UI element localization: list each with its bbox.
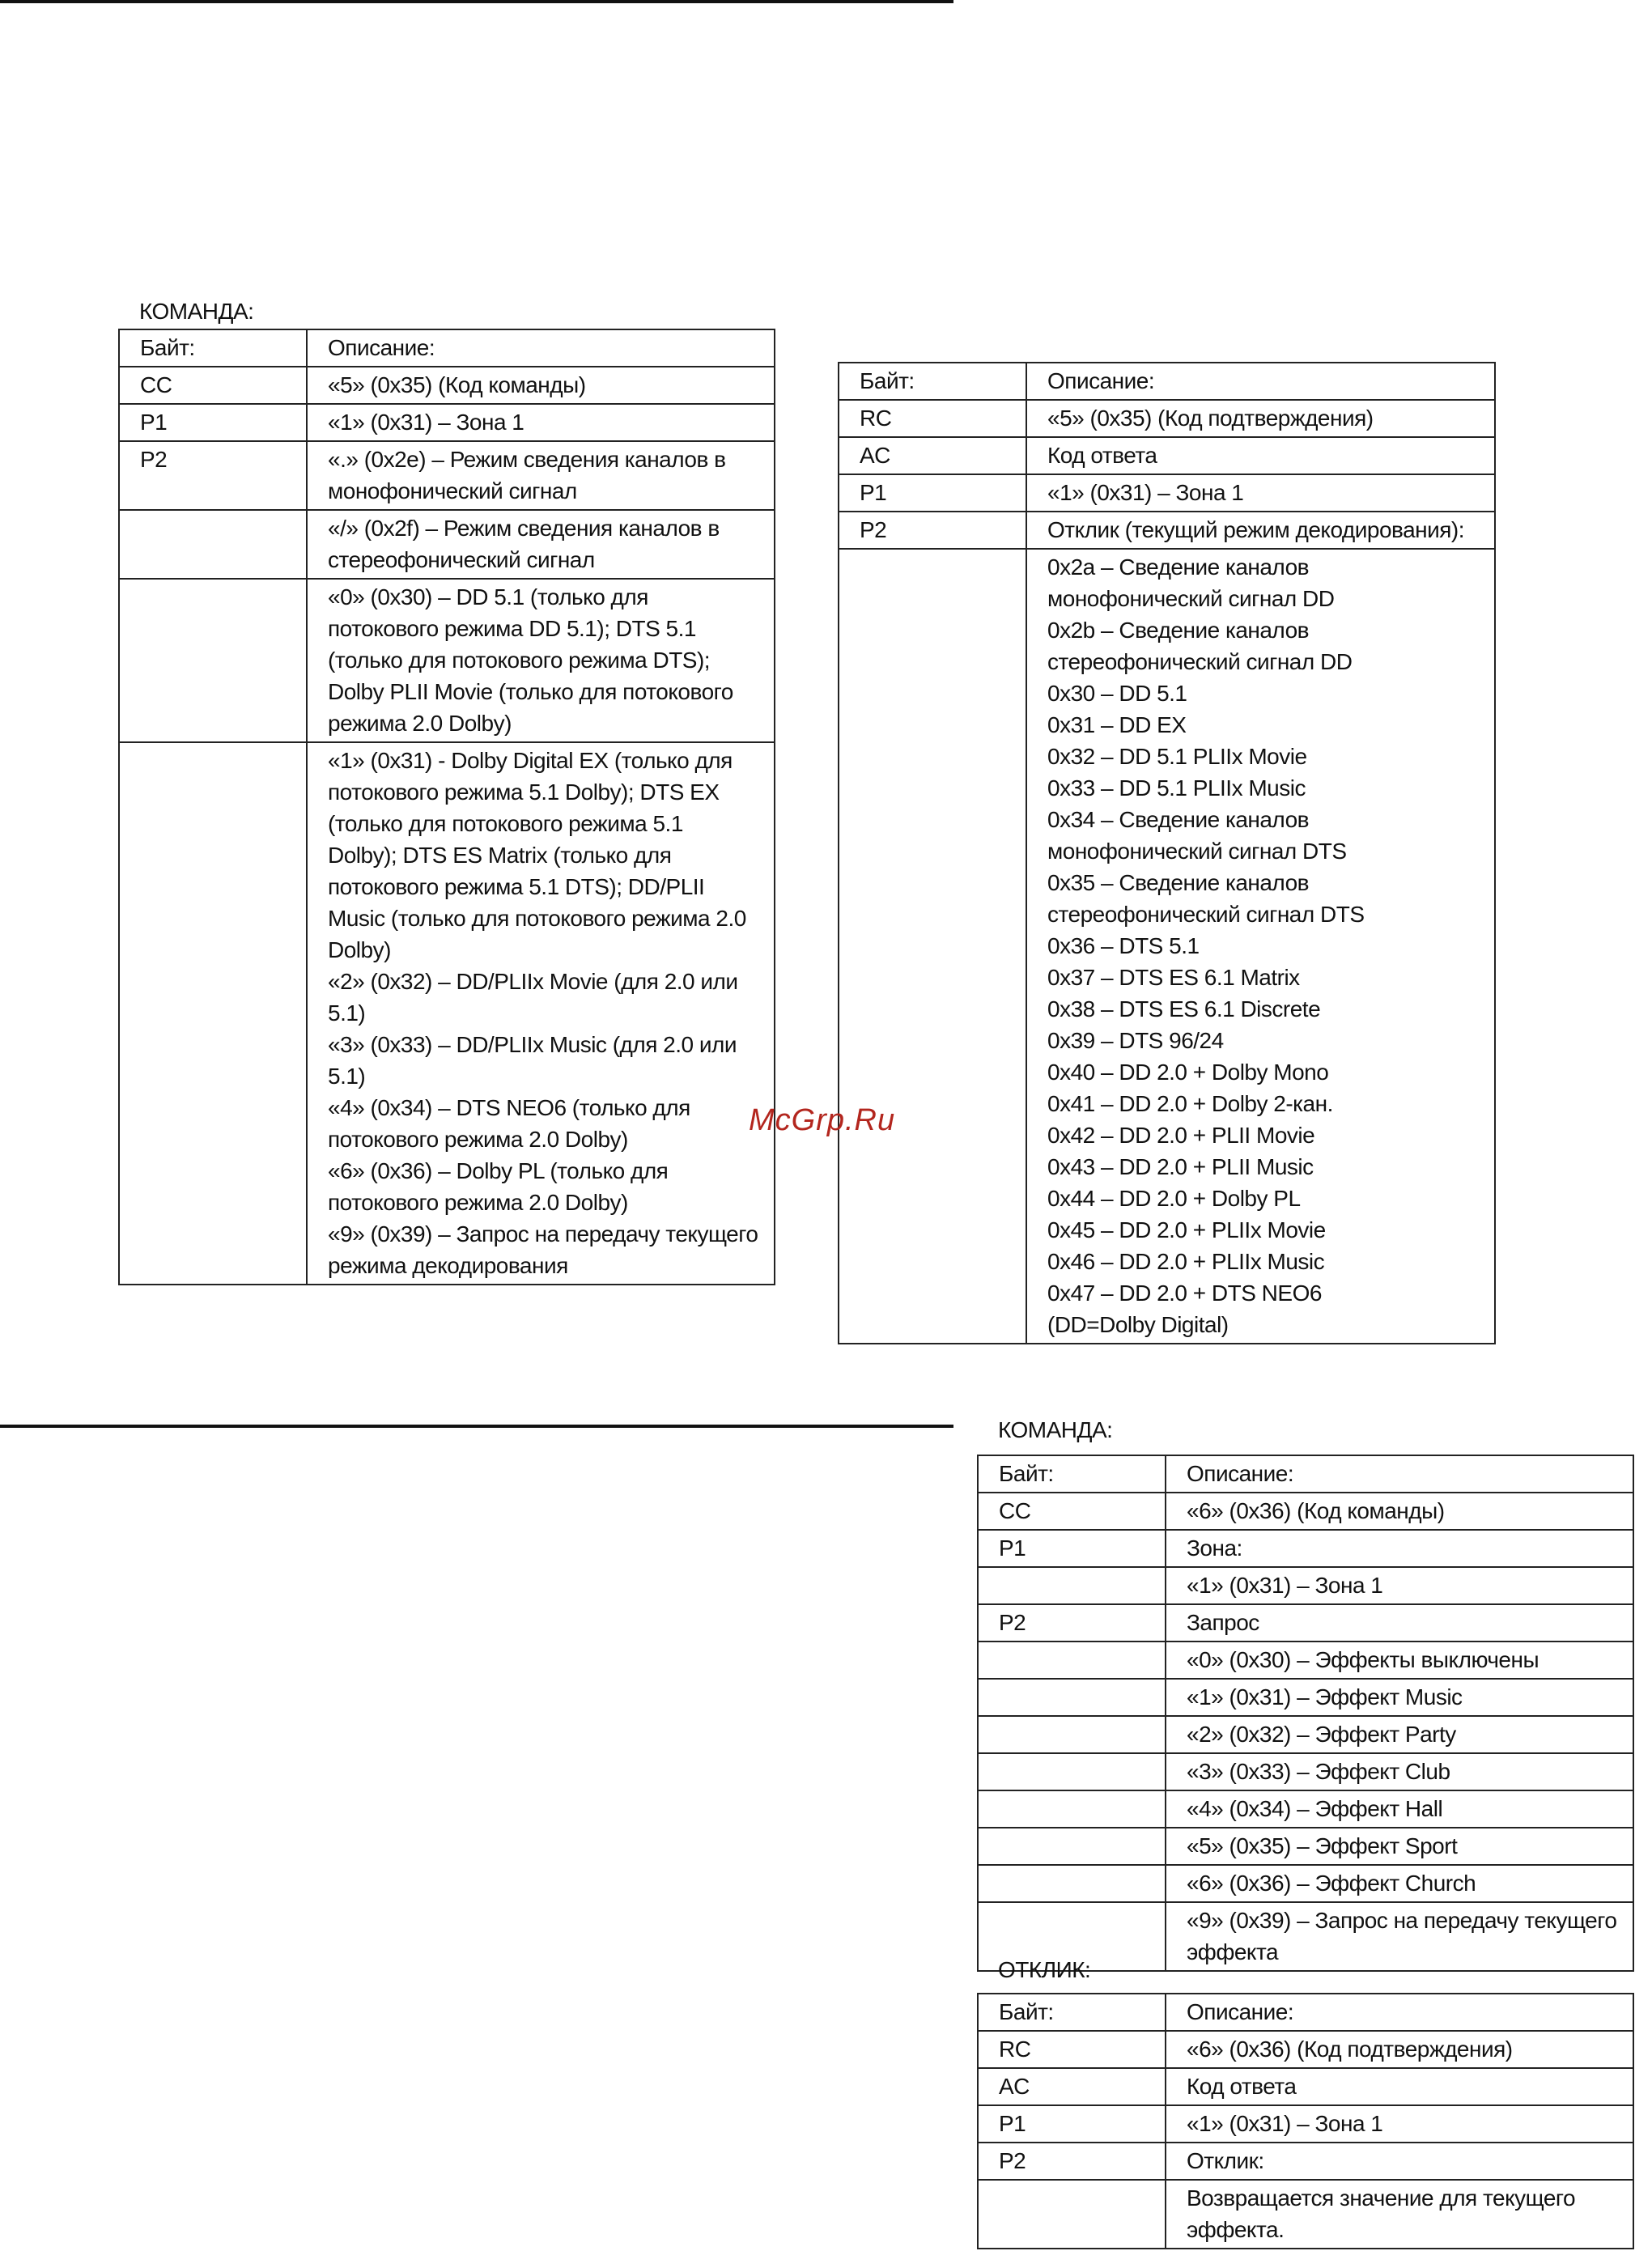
table-row (119, 579, 775, 742)
description-cell: Зона: (1166, 1530, 1633, 1567)
byte-cell: P2 (839, 512, 1026, 549)
response-table-effects (977, 1993, 1634, 2249)
table-header-row (839, 363, 1495, 400)
description-cell: «6» (0x36) (Код команды) (1166, 1493, 1633, 1530)
header-byte: Байт: (978, 1994, 1166, 2031)
byte-cell (978, 1679, 1166, 1716)
byte-cell (839, 549, 1026, 1344)
description-cell: Код ответа (1026, 437, 1495, 474)
description-cell: «1» (0x31) – Зона 1 (307, 404, 775, 441)
table-row (978, 1716, 1633, 1753)
byte-cell (978, 1567, 1166, 1604)
byte-cell: P2 (119, 441, 307, 510)
table3-caption: КОМАНДА: (998, 1417, 1113, 1442)
table-row (978, 1642, 1633, 1679)
byte-cell: P1 (119, 404, 307, 441)
description-cell: Возвращается значение для текущего эффекта. (1166, 2180, 1633, 2249)
header-description: Описание: (1166, 1455, 1633, 1493)
byte-cell (978, 1828, 1166, 1865)
byte-cell (119, 742, 307, 1285)
table-row (119, 441, 775, 510)
table-row (978, 2180, 1633, 2249)
description-cell: «5» (0x35) – Эффект Sport (1166, 1828, 1633, 1865)
header-byte: Байт: (839, 363, 1026, 400)
description-cell: Запрос (1166, 1604, 1633, 1642)
table-row (839, 400, 1495, 437)
table-row (978, 1790, 1633, 1828)
byte-cell: AC (839, 437, 1026, 474)
response-table-effects-body (978, 1994, 1633, 2249)
header-byte: Байт: (119, 329, 307, 367)
command-table-effects-body (978, 1455, 1633, 1971)
byte-cell: CC (119, 367, 307, 404)
byte-cell: RC (978, 2031, 1166, 2068)
table-row (978, 2068, 1633, 2105)
header-byte: Байт: (978, 1455, 1166, 1493)
byte-cell: P2 (978, 1604, 1166, 1642)
table-row (119, 404, 775, 441)
byte-cell: RC (839, 400, 1026, 437)
description-cell: «3» (0x33) – Эффект Club (1166, 1753, 1633, 1790)
table-row (978, 1567, 1633, 1604)
mid-rule (0, 1425, 953, 1428)
description-cell: Отклик: (1166, 2143, 1633, 2180)
description-cell: «6» (0x36) (Код подтверждения) (1166, 2031, 1633, 2068)
command-table-decoding (118, 329, 775, 1285)
table-header-row (978, 1994, 1633, 2031)
table-row (839, 549, 1495, 1344)
table-row (119, 367, 775, 404)
byte-cell: P1 (978, 2105, 1166, 2143)
byte-cell: P2 (978, 2143, 1166, 2180)
description-cell: «1» (0x31) - Dolby Digital EX (только для потокового режима 5.1 Dolby); DTS EX (только для потокового режима 5.1 Dolby); DTS ES Matrix (только для потокового режима 5.1 DTS); DD/PLII Music (только для потокового режима 2.0 Dolby) «2» (0x32) – DD/PLIIx Movie (для 2.0 или 5.1) «3» (0x33) – DD/PLIIx Music (для 2.0 или 5.1) «4» (0x34) – DTS NEO6 (только для потокового режима 2.0 Dolby) «6» (0x36) – Dolby PL (только для потокового режима 2.0 Dolby) «9» (0x39) – Запрос на передачу текущего режима декодирования (307, 742, 775, 1285)
description-cell: «5» (0x35) (Код подтверждения) (1026, 400, 1495, 437)
header-description: Описание: (307, 329, 775, 367)
description-cell: «1» (0x31) – Эффект Music (1166, 1679, 1633, 1716)
description-cell: «.» (0x2e) – Режим сведения каналов в монофонический сигнал (307, 441, 775, 510)
table-row (119, 510, 775, 579)
description-cell: 0x2a – Сведение каналов монофонический сигнал DD 0x2b – Сведение каналов стереофонический сигнал DD 0x30 – DD 5.1 0x31 – DD EX 0x32 – DD 5.1 PLIIx Movie 0x33 – DD 5.1 PLIIx Music 0x34 – Сведение каналов монофонический сигнал DTS 0x35 – Сведение каналов стереофонический сигнал DTS 0x36 – DTS 5.1 0x37 – DTS ES 6.1 Matrix 0x38 – DTS ES 6.1 Discrete 0x39 – DTS 96/24 0x40 – DD 2.0 + Dolby Mono 0x41 – DD 2.0 + Dolby 2-кан. 0x42 – DD 2.0 + PLII Movie 0x43 – DD 2.0 + PLII Music 0x44 – DD 2.0 + Dolby PL 0x45 – DD 2.0 + PLIIx Movie 0x46 – DD 2.0 + PLIIx Music 0x47 – DD 2.0 + DTS NEO6 (DD=Dolby Digital) (1026, 549, 1495, 1344)
table-row (978, 1828, 1633, 1865)
watermark: McGrp.Ru (749, 1103, 896, 1137)
table-row (978, 2143, 1633, 2180)
command-table-effects (977, 1455, 1634, 1972)
description-cell: «/» (0x2f) – Режим сведения каналов в стереофонический сигнал (307, 510, 775, 579)
table-row (978, 1493, 1633, 1530)
byte-cell: P1 (978, 1530, 1166, 1567)
header-description: Описание: (1166, 1994, 1633, 2031)
table-row (978, 1679, 1633, 1716)
table-row (839, 512, 1495, 549)
description-cell: «0» (0x30) – DD 5.1 (только для потокового режима DD 5.1); DTS 5.1 (только для потокового режима DTS); Dolby PLII Movie (только для потокового режима 2.0 Dolby) (307, 579, 775, 742)
table-row (839, 437, 1495, 474)
byte-cell (119, 579, 307, 742)
table4-caption: ОТКЛИК: (998, 1957, 1091, 1982)
description-cell: Код ответа (1166, 2068, 1633, 2105)
table-header-row (978, 1455, 1633, 1493)
table-row (978, 1865, 1633, 1902)
response-table-decoding-body (839, 363, 1495, 1344)
table-row (839, 474, 1495, 512)
table-header-row (119, 329, 775, 367)
description-cell: «5» (0x35) (Код команды) (307, 367, 775, 404)
byte-cell (119, 510, 307, 579)
byte-cell (978, 2180, 1166, 2249)
table-row (978, 2031, 1633, 2068)
byte-cell: CC (978, 1493, 1166, 1530)
description-cell: «1» (0x31) – Зона 1 (1026, 474, 1495, 512)
byte-cell: P1 (839, 474, 1026, 512)
description-cell: «6» (0x36) – Эффект Church (1166, 1865, 1633, 1902)
table-row (119, 742, 775, 1285)
description-cell: «2» (0x32) – Эффект Party (1166, 1716, 1633, 1753)
description-cell: «9» (0x39) – Запрос на передачу текущего эффекта (1166, 1902, 1633, 1971)
command-table-decoding-body (119, 329, 775, 1285)
description-cell: Отклик (текущий режим декодирования): (1026, 512, 1495, 549)
table-row (978, 1604, 1633, 1642)
table-row (978, 1530, 1633, 1567)
byte-cell (978, 1865, 1166, 1902)
byte-cell (978, 1642, 1166, 1679)
description-cell: «4» (0x34) – Эффект Hall (1166, 1790, 1633, 1828)
byte-cell (978, 1790, 1166, 1828)
description-cell: «1» (0x31) – Зона 1 (1166, 2105, 1633, 2143)
table-row (978, 2105, 1633, 2143)
description-cell: «1» (0x31) – Зона 1 (1166, 1567, 1633, 1604)
table1-caption: КОМАНДА: (139, 299, 254, 324)
byte-cell (978, 1716, 1166, 1753)
response-table-decoding (838, 362, 1496, 1344)
top-rule (0, 0, 953, 3)
table-row (978, 1753, 1633, 1790)
header-description: Описание: (1026, 363, 1495, 400)
description-cell: «0» (0x30) – Эффекты выключены (1166, 1642, 1633, 1679)
byte-cell (978, 1753, 1166, 1790)
byte-cell: AC (978, 2068, 1166, 2105)
